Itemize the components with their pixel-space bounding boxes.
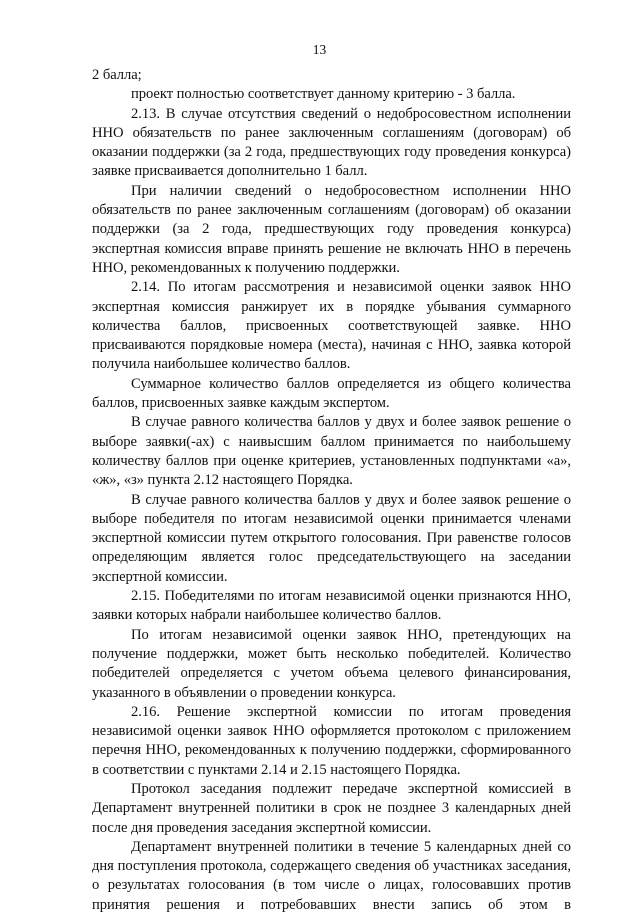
document-body (92, 66, 571, 915)
paragraph-tie-criteria: В случае равного количества баллов у двух и более заявок решение о выборе заявки(-ах) с наивысшим баллом принимается по наибольшему количеству баллов при оценке критериев, установленных подпунктами «а», «ж», «з» пункта 2.12 настоящего Порядка. (92, 414, 571, 489)
paragraph-protocol-transfer: Протокол заседания подлежит передаче экспертной комиссией в Департамент внутренней политики в срок не позднее 3 календарных дней после дня проведения заседания экспертной комиссии. (92, 780, 571, 836)
paragraph-2-14: 2.14. По итогам рассмотрения и независимой оценки заявок ННО экспертная комиссия ранжирует их в порядке убывания суммарного количества баллов, присвоенных соответствующей заявке. ННО присваиваются порядковые номера (места), начиная с ННО, заявка которой получила наибольшее количество баллов. (92, 279, 571, 373)
paragraph-bad-faith-info: При наличии сведений о недобросовестном исполнении ННО обязательств по ранее заключенным соглашениям (договорам) об оказании поддержки (за 2 года, предшествующих году проведения конкурса) экспертная комиссия вправе принять решение не включать ННО в перечень ННО, рекомендованных к получению поддержки. (92, 182, 571, 276)
paragraph-continuation: 2 балла; (92, 67, 142, 83)
paragraph-total-score: Суммарное количество баллов определяется из общего количества баллов, присвоенных заявке каждым экспертом. (92, 375, 571, 412)
paragraph-winners-count: По итогам независимой оценки заявок ННО, претендующих на получение поддержки, может быть несколько победителей. Количество победителей определяется с учетом объема целевого финансирования, указанного в объявлении о проведении конкурса. (92, 626, 571, 701)
paragraph-department-review: Департамент внутренней политики в течение 5 календарных дней со дня поступления протокола, содержащего сведения об участниках заседания, о результатах голосования (в том числе о лицах, голосовавших против принятия решения и потребовавших внести запись об этом в (92, 838, 571, 913)
paragraph-2-13: 2.13. В случае отсутствия сведений о недобросовестном исполнении ННО обязательств по ранее заключенным соглашениям (договорам) об оказании поддержки (за 2 года, предшествующих году проведения конкурса) заявке присваивается дополнительно 1 балл. (92, 105, 571, 180)
paragraph-criterion-score: проект полностью соответствует данному критерию - 3 балла. (131, 86, 516, 103)
paragraph-2-15: 2.15. Победителями по итогам независимой оценки признаются ННО, заявки которых набрали наибольшее количество баллов. (92, 588, 571, 624)
page-number: 13 (312, 42, 327, 57)
paragraph-2-16: 2.16. Решение экспертной комиссии по итогам проведения независимой оценки заявок ННО оформляется протоколом с приложением перечня ННО, рекомендованных к получению поддержки, сформированного в соответствии с пунктами 2.14 и 2.15 настоящего Порядка. (92, 703, 571, 778)
paragraph-tie-vote: В случае равного количества баллов у двух и более заявок решение о выборе победителя по итогам независимой оценки принимается членами экспертной комиссии путем открытого голосования. При равенстве голосов определяющим является голос председательствующего на заседании экспертной комиссии. (92, 491, 571, 585)
